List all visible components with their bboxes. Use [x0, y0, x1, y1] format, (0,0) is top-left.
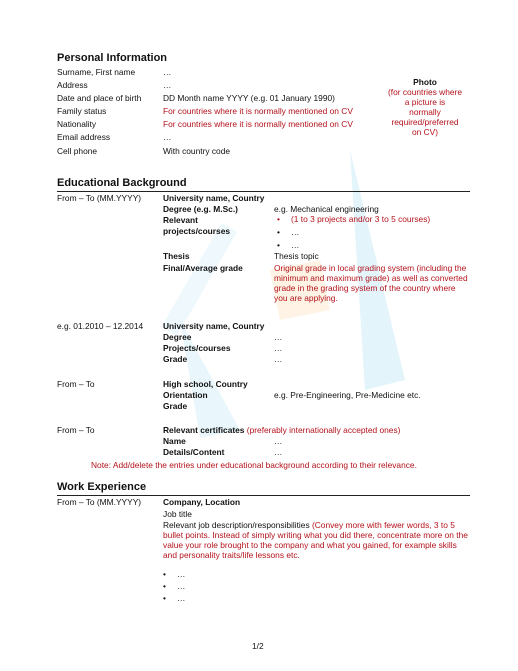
work-desc-note: (Convey more with fewer words, 3 to 5 bullet points. Instead of simply writing what you did there, concentrate more on the value your role brought to the company and what you gained, for example skills and personality traits/life lessons etc. — [163, 520, 468, 561]
work-date: From – To (MM.YYYY) — [57, 497, 142, 507]
edu3-orientation-label: Orientation — [163, 390, 208, 400]
work-heading: Work Experience — [57, 481, 147, 493]
edu1-degree-label: Degree (e.g. M.Sc.) — [163, 204, 238, 214]
birth-label: Date and place of birth — [57, 93, 142, 103]
photo-note-line: required/preferred — [391, 117, 459, 128]
edu1-project-bullet: • … — [277, 240, 299, 250]
edu2-degree-label: Degree — [163, 332, 192, 342]
edu1-projects-label: Relevant — [163, 215, 198, 225]
work-bullet: • … — [163, 593, 185, 603]
edu1-institution: University name, Country — [163, 193, 265, 203]
edu4-date: From – To — [57, 425, 95, 435]
address-label: Address — [57, 80, 88, 90]
surname-value: … — [163, 67, 172, 77]
work-desc-label: Relevant job description/responsibilities — [163, 520, 310, 530]
edu4-cert-note: (preferably internationally accepted ones) — [246, 425, 401, 435]
edu2-degree-value: … — [274, 332, 283, 342]
cell-phone-value: With country code — [163, 146, 231, 156]
edu2-institution: University name, Country — [163, 321, 265, 331]
edu4-name-value: … — [274, 436, 283, 446]
family-status-label: Family status — [57, 106, 107, 116]
edu3-grade-label: Grade — [163, 401, 188, 411]
edu4-details-value: … — [274, 447, 283, 457]
edu1-grade-label: Final/Average grade — [163, 263, 243, 273]
personal-info-heading: Personal Information — [57, 52, 168, 64]
nationality-value: For countries where it is normally mentioned on CV — [163, 119, 353, 129]
edu1-thesis-label: Thesis — [163, 251, 190, 261]
photo-note-line: normally — [409, 107, 441, 118]
photo-title: Photo — [413, 77, 437, 87]
edu2-grade-value: … — [274, 354, 283, 364]
edu1-date: From – To (MM.YYYY) — [57, 193, 142, 203]
edu2-projects-label: Projects/courses — [163, 343, 231, 353]
photo-note-line: on CV) — [411, 127, 439, 138]
work-job-title: Job title — [163, 509, 192, 519]
email-label: Email address — [57, 132, 111, 142]
education-divider — [57, 191, 470, 192]
page-number: 1/2 — [252, 641, 264, 651]
edu1-degree-value: e.g. Mechanical engineering — [274, 204, 379, 214]
edu4-details-label: Details/Content — [163, 447, 225, 457]
work-bullet: • … — [163, 581, 185, 591]
photo-note-line: (for countries where — [387, 87, 462, 98]
birth-value: DD Month name YYYY (e.g. 01 January 1990) — [163, 93, 335, 103]
nationality-label: Nationality — [57, 119, 97, 129]
edu3-orientation-value: e.g. Pre-Engineering, Pre-Medicine etc. — [274, 390, 421, 400]
work-divider — [57, 495, 470, 496]
edu2-date: e.g. 01.2010 – 12.2014 — [57, 321, 144, 331]
edu1-projects-label: projects/courses — [163, 226, 231, 236]
edu2-projects-value: … — [274, 343, 283, 353]
photo-placeholder — [378, 77, 472, 137]
edu3-institution: High school, Country — [163, 379, 248, 389]
education-heading: Educational Background — [57, 177, 187, 189]
edu1-grade-value: Original grade in local grading system (including the minimum and maximum grade) as well as converted grade in the grading system of the country where you are applying. — [274, 263, 468, 304]
work-company: Company, Location — [163, 497, 241, 507]
edu4-cert-label: Relevant certificates — [163, 425, 245, 435]
edu1-project-bullet: • (1 to 3 projects and/or 3 to 5 courses) — [277, 214, 430, 224]
edu1-thesis-value: Thesis topic — [274, 251, 319, 261]
edu3-date: From – To — [57, 379, 95, 389]
edu4-certificates — [163, 425, 400, 435]
cell-phone-label: Cell phone — [57, 146, 98, 156]
edu2-grade-label: Grade — [163, 354, 188, 364]
edu1-project-bullet: • … — [277, 227, 299, 237]
email-value: … — [163, 132, 172, 142]
surname-label: Surname, First name — [57, 67, 136, 77]
address-value: … — [163, 80, 172, 90]
work-bullet: • … — [163, 569, 185, 579]
education-note: Note: Add/delete the entries under educational background according to their relevance. — [91, 460, 417, 470]
family-status-value: For countries where it is normally mentioned on CV — [163, 106, 353, 116]
photo-note-line: a picture is — [404, 97, 446, 108]
edu4-name-label: Name — [163, 436, 186, 446]
work-description — [163, 520, 470, 560]
